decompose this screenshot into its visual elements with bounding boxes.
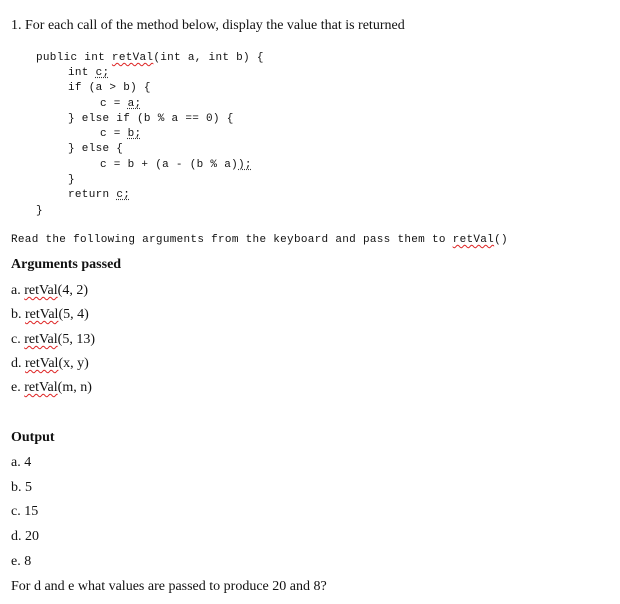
- argument-item: [11, 380, 92, 396]
- arguments-heading: Arguments passed: [11, 257, 122, 272]
- argument-values: (5, 4): [58, 307, 89, 322]
- instruction-text: (): [494, 234, 508, 246]
- code-line-3: if (a > b) {: [68, 82, 151, 94]
- code-text: a;: [127, 98, 142, 110]
- code-line-10: [68, 187, 130, 203]
- argument-item: [11, 332, 95, 348]
- code-text: public int: [36, 52, 112, 64]
- argument-prefix: a.: [11, 283, 25, 298]
- code-line-1: [36, 50, 264, 66]
- code-line-2: [68, 65, 109, 81]
- argument-prefix: c.: [11, 332, 25, 347]
- argument-prefix: b.: [11, 307, 25, 322]
- output-heading: Output: [11, 430, 55, 445]
- method-name: retVal: [111, 52, 154, 64]
- argument-prefix: e.: [11, 380, 25, 395]
- argument-item: [11, 307, 89, 323]
- argument-item: [11, 283, 88, 299]
- output-item: d. 20: [11, 529, 39, 544]
- method-name: retVal: [24, 380, 58, 395]
- code-line-11: }: [36, 205, 43, 217]
- code-text: c =: [100, 128, 128, 140]
- code-text: c = b + (a - (b % a): [100, 159, 239, 171]
- argument-values: (4, 2): [57, 283, 88, 298]
- code-text: (int a, int b) {: [153, 52, 264, 64]
- code-text: return: [68, 189, 117, 201]
- final-question: For d and e what values are passed to produce 20 and 8?: [11, 579, 327, 594]
- code-line-8: [100, 157, 252, 173]
- code-text: );: [238, 159, 252, 171]
- method-name: retVal: [452, 234, 495, 246]
- code-text: b;: [127, 128, 142, 140]
- output-item: c. 15: [11, 504, 39, 519]
- code-text: int: [68, 67, 96, 79]
- code-text: c =: [100, 98, 128, 110]
- code-line-6: [100, 126, 141, 142]
- method-name: retVal: [24, 283, 58, 298]
- argument-prefix: d.: [11, 356, 25, 371]
- code-line-5: } else if (b % a == 0) {: [68, 113, 234, 125]
- output-item: b. 5: [11, 480, 32, 495]
- code-line-9: }: [68, 174, 75, 186]
- code-line-4: [100, 96, 141, 112]
- instruction-text: Read the following arguments from the keyboard and pass them to: [11, 234, 453, 246]
- output-item: a. 4: [11, 455, 32, 470]
- output-item: e. 8: [11, 554, 32, 569]
- instruction-line: [11, 232, 508, 248]
- method-name: retVal: [25, 307, 59, 322]
- argument-values: (x, y): [58, 356, 89, 371]
- argument-item: [11, 356, 89, 372]
- code-line-7: } else {: [68, 143, 124, 155]
- argument-values: (5, 13): [57, 332, 95, 347]
- code-text: c;: [116, 189, 131, 201]
- question-title: 1. For each call of the method below, display the value that is returned: [11, 18, 405, 33]
- method-name: retVal: [24, 332, 58, 347]
- method-name: retVal: [25, 356, 59, 371]
- code-text: c;: [95, 67, 110, 79]
- argument-values: (m, n): [57, 380, 92, 395]
